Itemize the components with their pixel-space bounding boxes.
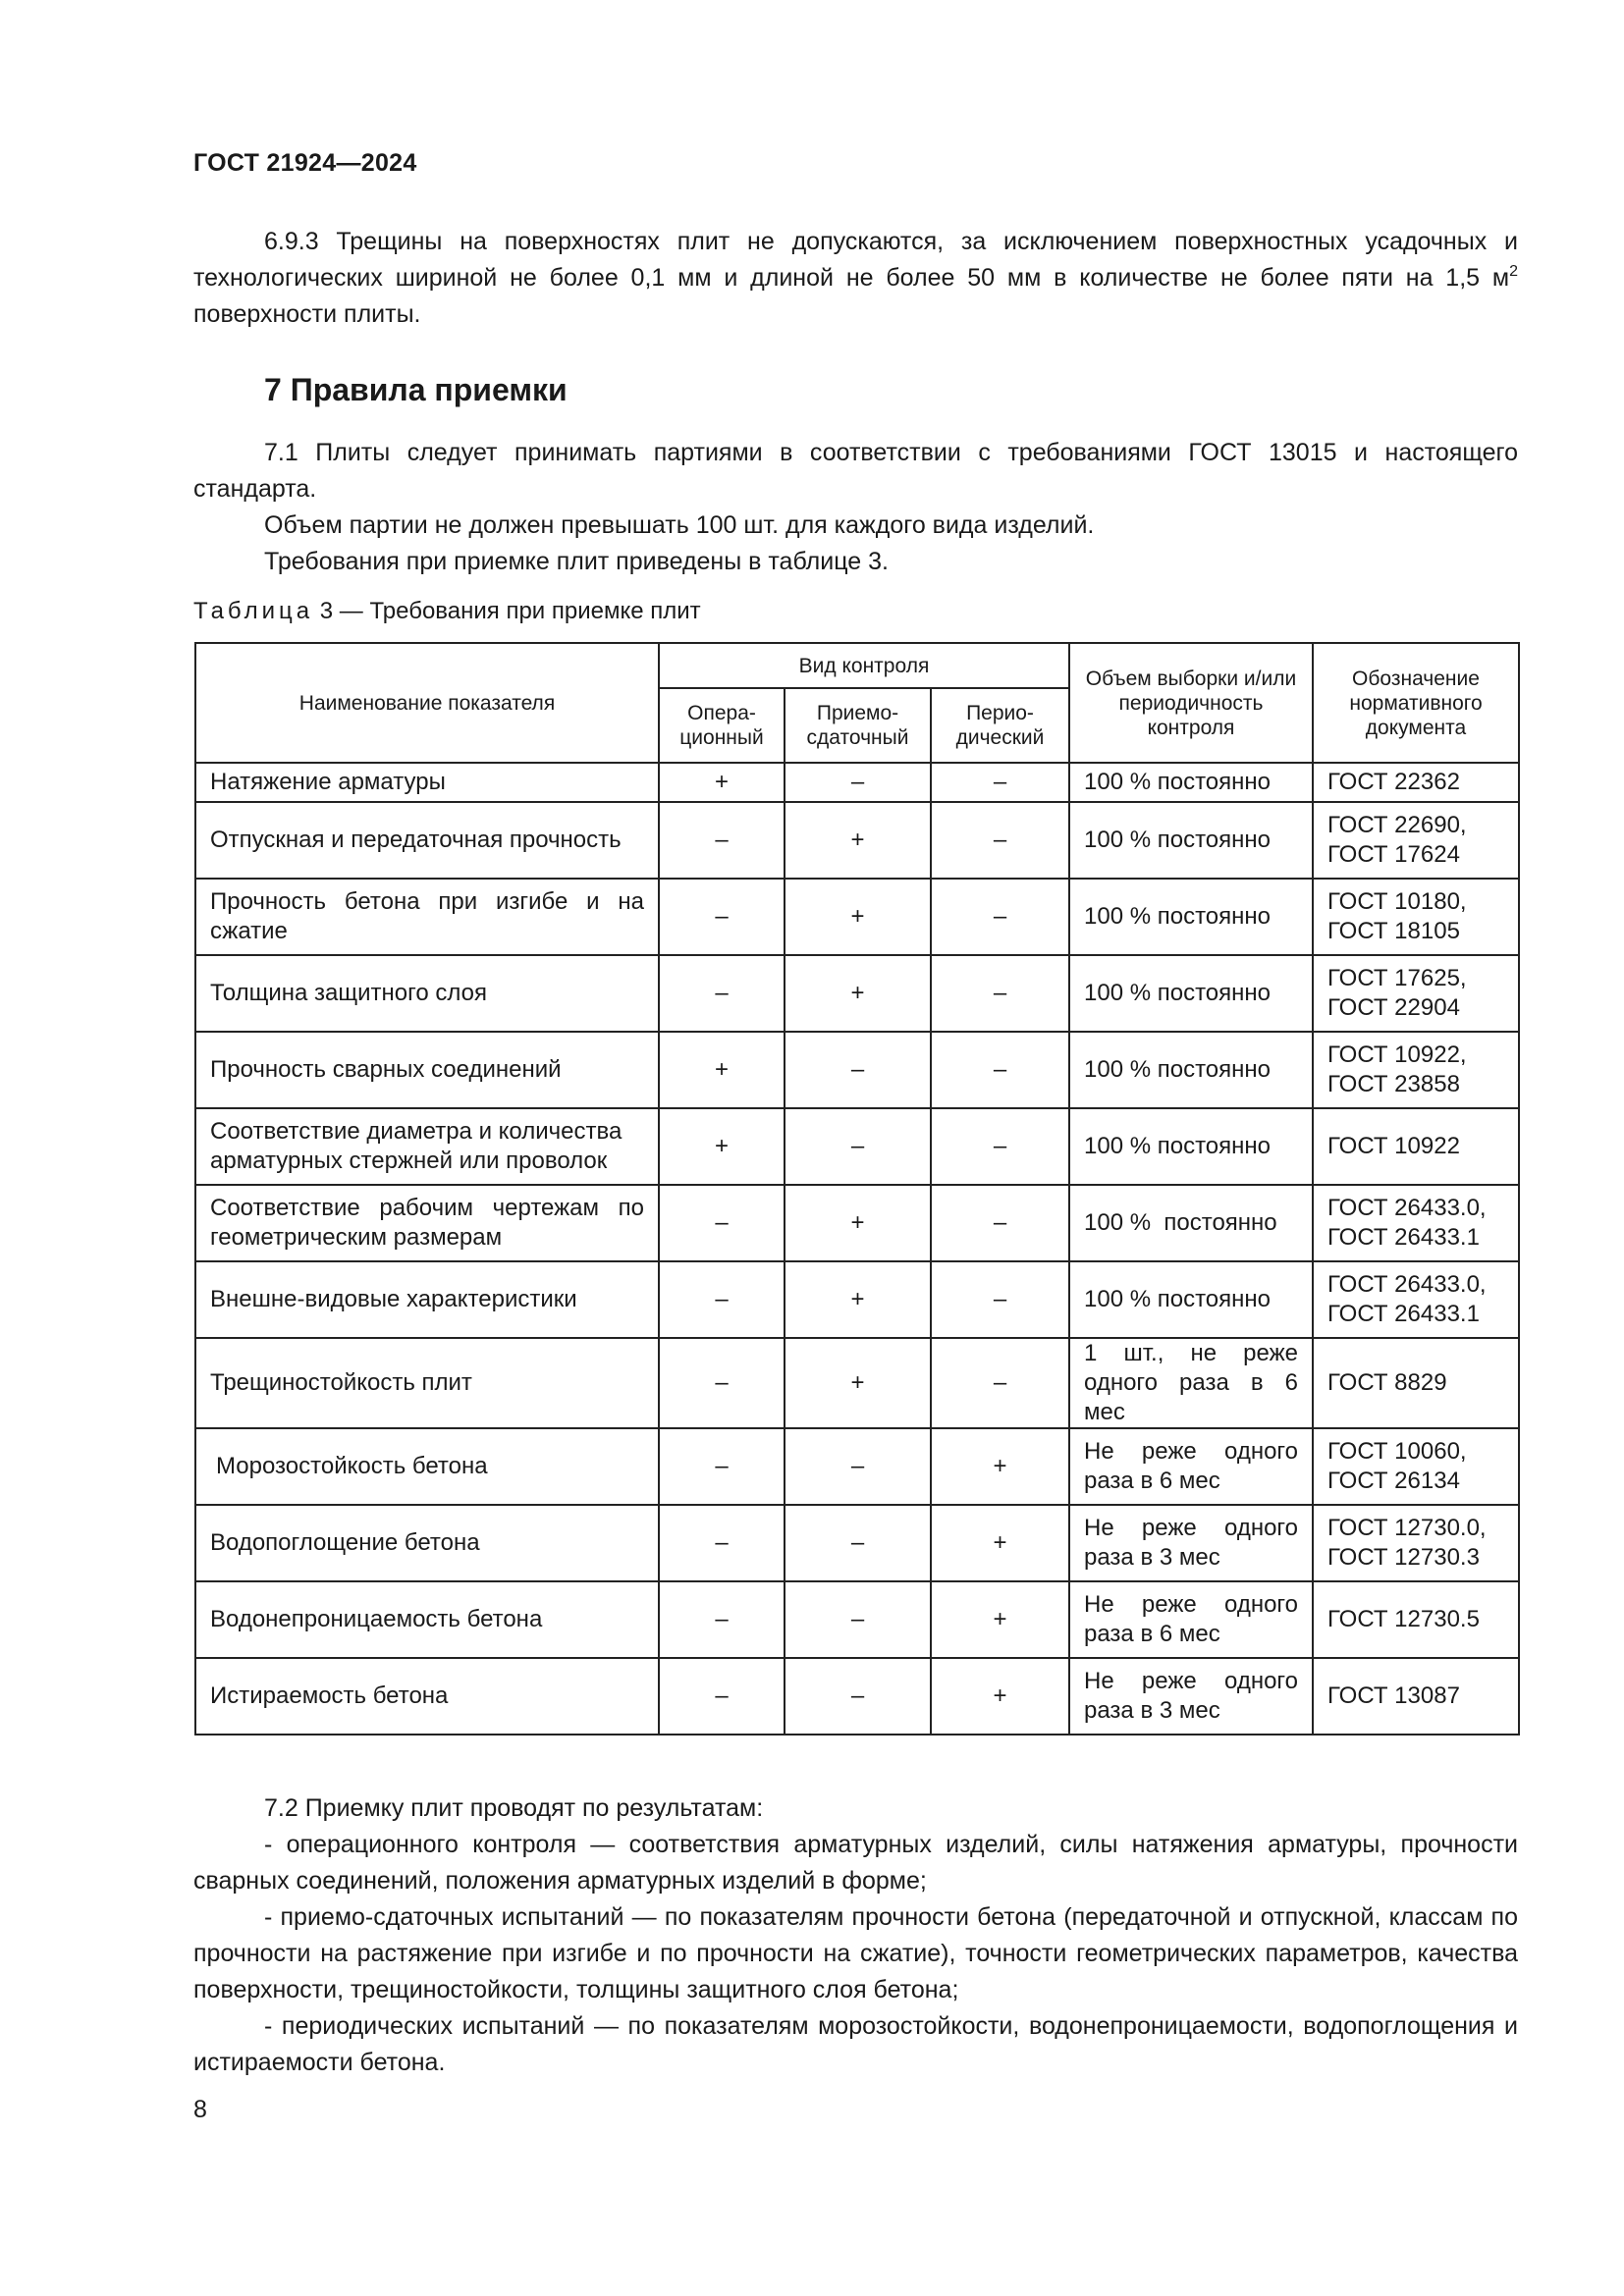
row-sample: 100 % постоянно — [1069, 1185, 1313, 1261]
row-name: Морозостойкость бетона — [195, 1428, 659, 1505]
row-operational: – — [659, 802, 785, 879]
table-caption-label: Таблица — [193, 598, 314, 624]
row-name: Соответствие диаметра и количества арматурных стержней или проволок — [195, 1108, 659, 1185]
row-sample: Не реже одного раза в 6 мес — [1069, 1581, 1313, 1658]
row-operational: + — [659, 1108, 785, 1185]
paragraph-7-2-item-periodic: - периодических испытаний — по показателям морозостойкости, водонепроницаемости, водопоглощения и истираемости бетона. — [193, 2012, 1518, 2076]
row-periodic: – — [931, 1261, 1069, 1338]
row-name: Внешне-видовые характеристики — [195, 1261, 659, 1338]
paragraph-7-2-intro: 7.2 Приемку плит проводят по результатам: — [264, 1794, 764, 1822]
row-sample: Не реже одного раза в 3 мес — [1069, 1658, 1313, 1735]
table-row — [195, 1338, 1519, 1428]
row-sample: 1 шт., не реже одного раза в 6 мес — [1069, 1338, 1313, 1428]
header-operational: Опера- ционный — [659, 688, 785, 763]
row-document: ГОСТ 17625, ГОСТ 22904 — [1313, 955, 1519, 1032]
row-sample: Не реже одного раза в 6 мес — [1069, 1428, 1313, 1505]
row-acceptance: + — [785, 1261, 931, 1338]
row-name: Отпускная и передаточная прочность — [195, 802, 659, 879]
paragraph-6-9-3 — [193, 224, 1518, 333]
row-name: Истираемость бетона — [195, 1658, 659, 1735]
paragraph-6-9-3-text: 6.9.3 Трещины на поверхностях плит не допускаются, за исключением поверхностных усадочных и технологических шириной не более 0,1 мм и длиной не более 50 мм в количестве не более пяти на 1,5 м — [193, 228, 1518, 292]
row-operational: + — [659, 1032, 785, 1108]
row-acceptance: – — [785, 1505, 931, 1581]
row-sample: 100 % постоянно — [1069, 1261, 1313, 1338]
row-operational: – — [659, 1581, 785, 1658]
row-document: ГОСТ 26433.0, ГОСТ 26433.1 — [1313, 1185, 1519, 1261]
row-acceptance: – — [785, 1428, 931, 1505]
row-acceptance: – — [785, 763, 931, 802]
table-row — [195, 1505, 1519, 1581]
row-acceptance: + — [785, 1185, 931, 1261]
row-acceptance: + — [785, 879, 931, 955]
table-row — [195, 1185, 1519, 1261]
row-acceptance: + — [785, 1338, 931, 1428]
superscript-2: 2 — [1509, 263, 1518, 280]
table-row — [195, 1581, 1519, 1658]
header-normative-document: Обозначение нормативного документа — [1313, 643, 1519, 763]
row-periodic: – — [931, 1185, 1069, 1261]
row-acceptance: + — [785, 955, 931, 1032]
row-periodic: + — [931, 1658, 1069, 1735]
row-name: Прочность бетона при изгибе и на сжатие — [195, 879, 659, 955]
row-periodic: + — [931, 1505, 1069, 1581]
table-row — [195, 1658, 1519, 1735]
table-row — [195, 763, 1519, 802]
row-periodic: – — [931, 1338, 1069, 1428]
row-operational: – — [659, 1505, 785, 1581]
row-acceptance: – — [785, 1658, 931, 1735]
row-name: Натяжение арматуры — [195, 763, 659, 802]
row-periodic: + — [931, 1581, 1069, 1658]
row-document: ГОСТ 12730.5 — [1313, 1581, 1519, 1658]
header-acceptance: Приемо- сдаточный — [785, 688, 931, 763]
row-name: Трещиностойкость плит — [195, 1338, 659, 1428]
row-sample: 100 % постоянно — [1069, 1032, 1313, 1108]
table-row — [195, 879, 1519, 955]
row-document: ГОСТ 8829 — [1313, 1338, 1519, 1428]
row-periodic: – — [931, 1108, 1069, 1185]
row-document: ГОСТ 10180, ГОСТ 18105 — [1313, 879, 1519, 955]
row-document: ГОСТ 22690, ГОСТ 17624 — [1313, 802, 1519, 879]
paragraph-7-2-item-operational: - операционного контроля — соответствия арматурных изделий, силы натяжения арматуры, прочности сварных соединений, положения арматурных изделий в форме; — [193, 1831, 1518, 1895]
row-operational: – — [659, 1428, 785, 1505]
row-operational: + — [659, 763, 785, 802]
table-row — [195, 1428, 1519, 1505]
section-7-title: 7 Правила приемки — [264, 372, 568, 407]
paragraph-7-1-table-ref: Требования при приемке плит приведены в таблице 3. — [264, 548, 889, 575]
row-acceptance: – — [785, 1032, 931, 1108]
header-sample-size: Объем выборки и/или периодичность контроля — [1069, 643, 1313, 763]
table-row — [195, 1108, 1519, 1185]
row-document: ГОСТ 10922, ГОСТ 23858 — [1313, 1032, 1519, 1108]
table-row — [195, 1261, 1519, 1338]
row-acceptance: – — [785, 1108, 931, 1185]
row-name: Водонепроницаемость бетона — [195, 1581, 659, 1658]
row-name: Прочность сварных соединений — [195, 1032, 659, 1108]
row-document: ГОСТ 10922 — [1313, 1108, 1519, 1185]
table-3-caption — [193, 598, 701, 625]
row-document: ГОСТ 22362 — [1313, 763, 1519, 802]
paragraph-6-9-3-tail: поверхности плиты. — [193, 300, 421, 328]
header-control-type: Вид контроля — [659, 643, 1069, 688]
table-caption-title: 3 — Требования при приемке плит — [313, 598, 701, 624]
paragraph-7-2-item-acceptance: - приемо-сдаточных испытаний — по показателям прочности бетона (передаточной и отпускной, классам по прочности на растяжение при изгибе и по прочности на сжатие), точности геометрических параметров, качества поверхности, трещиностойкости, толщины защитного слоя бетона; — [193, 1903, 1518, 2003]
header-indicator-name: Наименование показателя — [195, 643, 659, 763]
table-row — [195, 955, 1519, 1032]
row-name: Толщина защитного слоя — [195, 955, 659, 1032]
row-periodic: – — [931, 763, 1069, 802]
row-acceptance: + — [785, 802, 931, 879]
row-name: Соответствие рабочим чертежам по геометрическим размерам — [195, 1185, 659, 1261]
row-document: ГОСТ 10060, ГОСТ 26134 — [1313, 1428, 1519, 1505]
paragraph-7-1-batch: Объем партии не должен превышать 100 шт. для каждого вида изделий. — [264, 511, 1095, 539]
row-sample: 100 % постоянно — [1069, 1108, 1313, 1185]
table-row — [195, 802, 1519, 879]
header-periodic: Перио- дический — [931, 688, 1069, 763]
row-document: ГОСТ 26433.0, ГОСТ 26433.1 — [1313, 1261, 1519, 1338]
row-sample: 100 % постоянно — [1069, 802, 1313, 879]
table-3 — [194, 642, 1520, 1735]
row-name: Водопоглощение бетона — [195, 1505, 659, 1581]
paragraph-7-1: 7.1 Плиты следует принимать партиями в соответствии с требованиями ГОСТ 13015 и настоящего стандарта. — [193, 439, 1518, 503]
row-sample: 100 % постоянно — [1069, 879, 1313, 955]
row-operational: – — [659, 1338, 785, 1428]
row-periodic: – — [931, 1032, 1069, 1108]
row-acceptance: – — [785, 1581, 931, 1658]
row-sample: 100 % постоянно — [1069, 763, 1313, 802]
table-row — [195, 1032, 1519, 1108]
row-document: ГОСТ 13087 — [1313, 1658, 1519, 1735]
row-periodic: + — [931, 1428, 1069, 1505]
row-operational: – — [659, 1185, 785, 1261]
row-sample: 100 % постоянно — [1069, 955, 1313, 1032]
row-periodic: – — [931, 955, 1069, 1032]
row-operational: – — [659, 879, 785, 955]
row-sample: Не реже одного раза в 3 мес — [1069, 1505, 1313, 1581]
document-code-header: ГОСТ 21924—2024 — [193, 149, 417, 177]
row-operational: – — [659, 955, 785, 1032]
page-number: 8 — [193, 2096, 207, 2123]
row-document: ГОСТ 12730.0, ГОСТ 12730.3 — [1313, 1505, 1519, 1581]
row-periodic: – — [931, 879, 1069, 955]
row-operational: – — [659, 1658, 785, 1735]
row-periodic: – — [931, 802, 1069, 879]
row-operational: – — [659, 1261, 785, 1338]
